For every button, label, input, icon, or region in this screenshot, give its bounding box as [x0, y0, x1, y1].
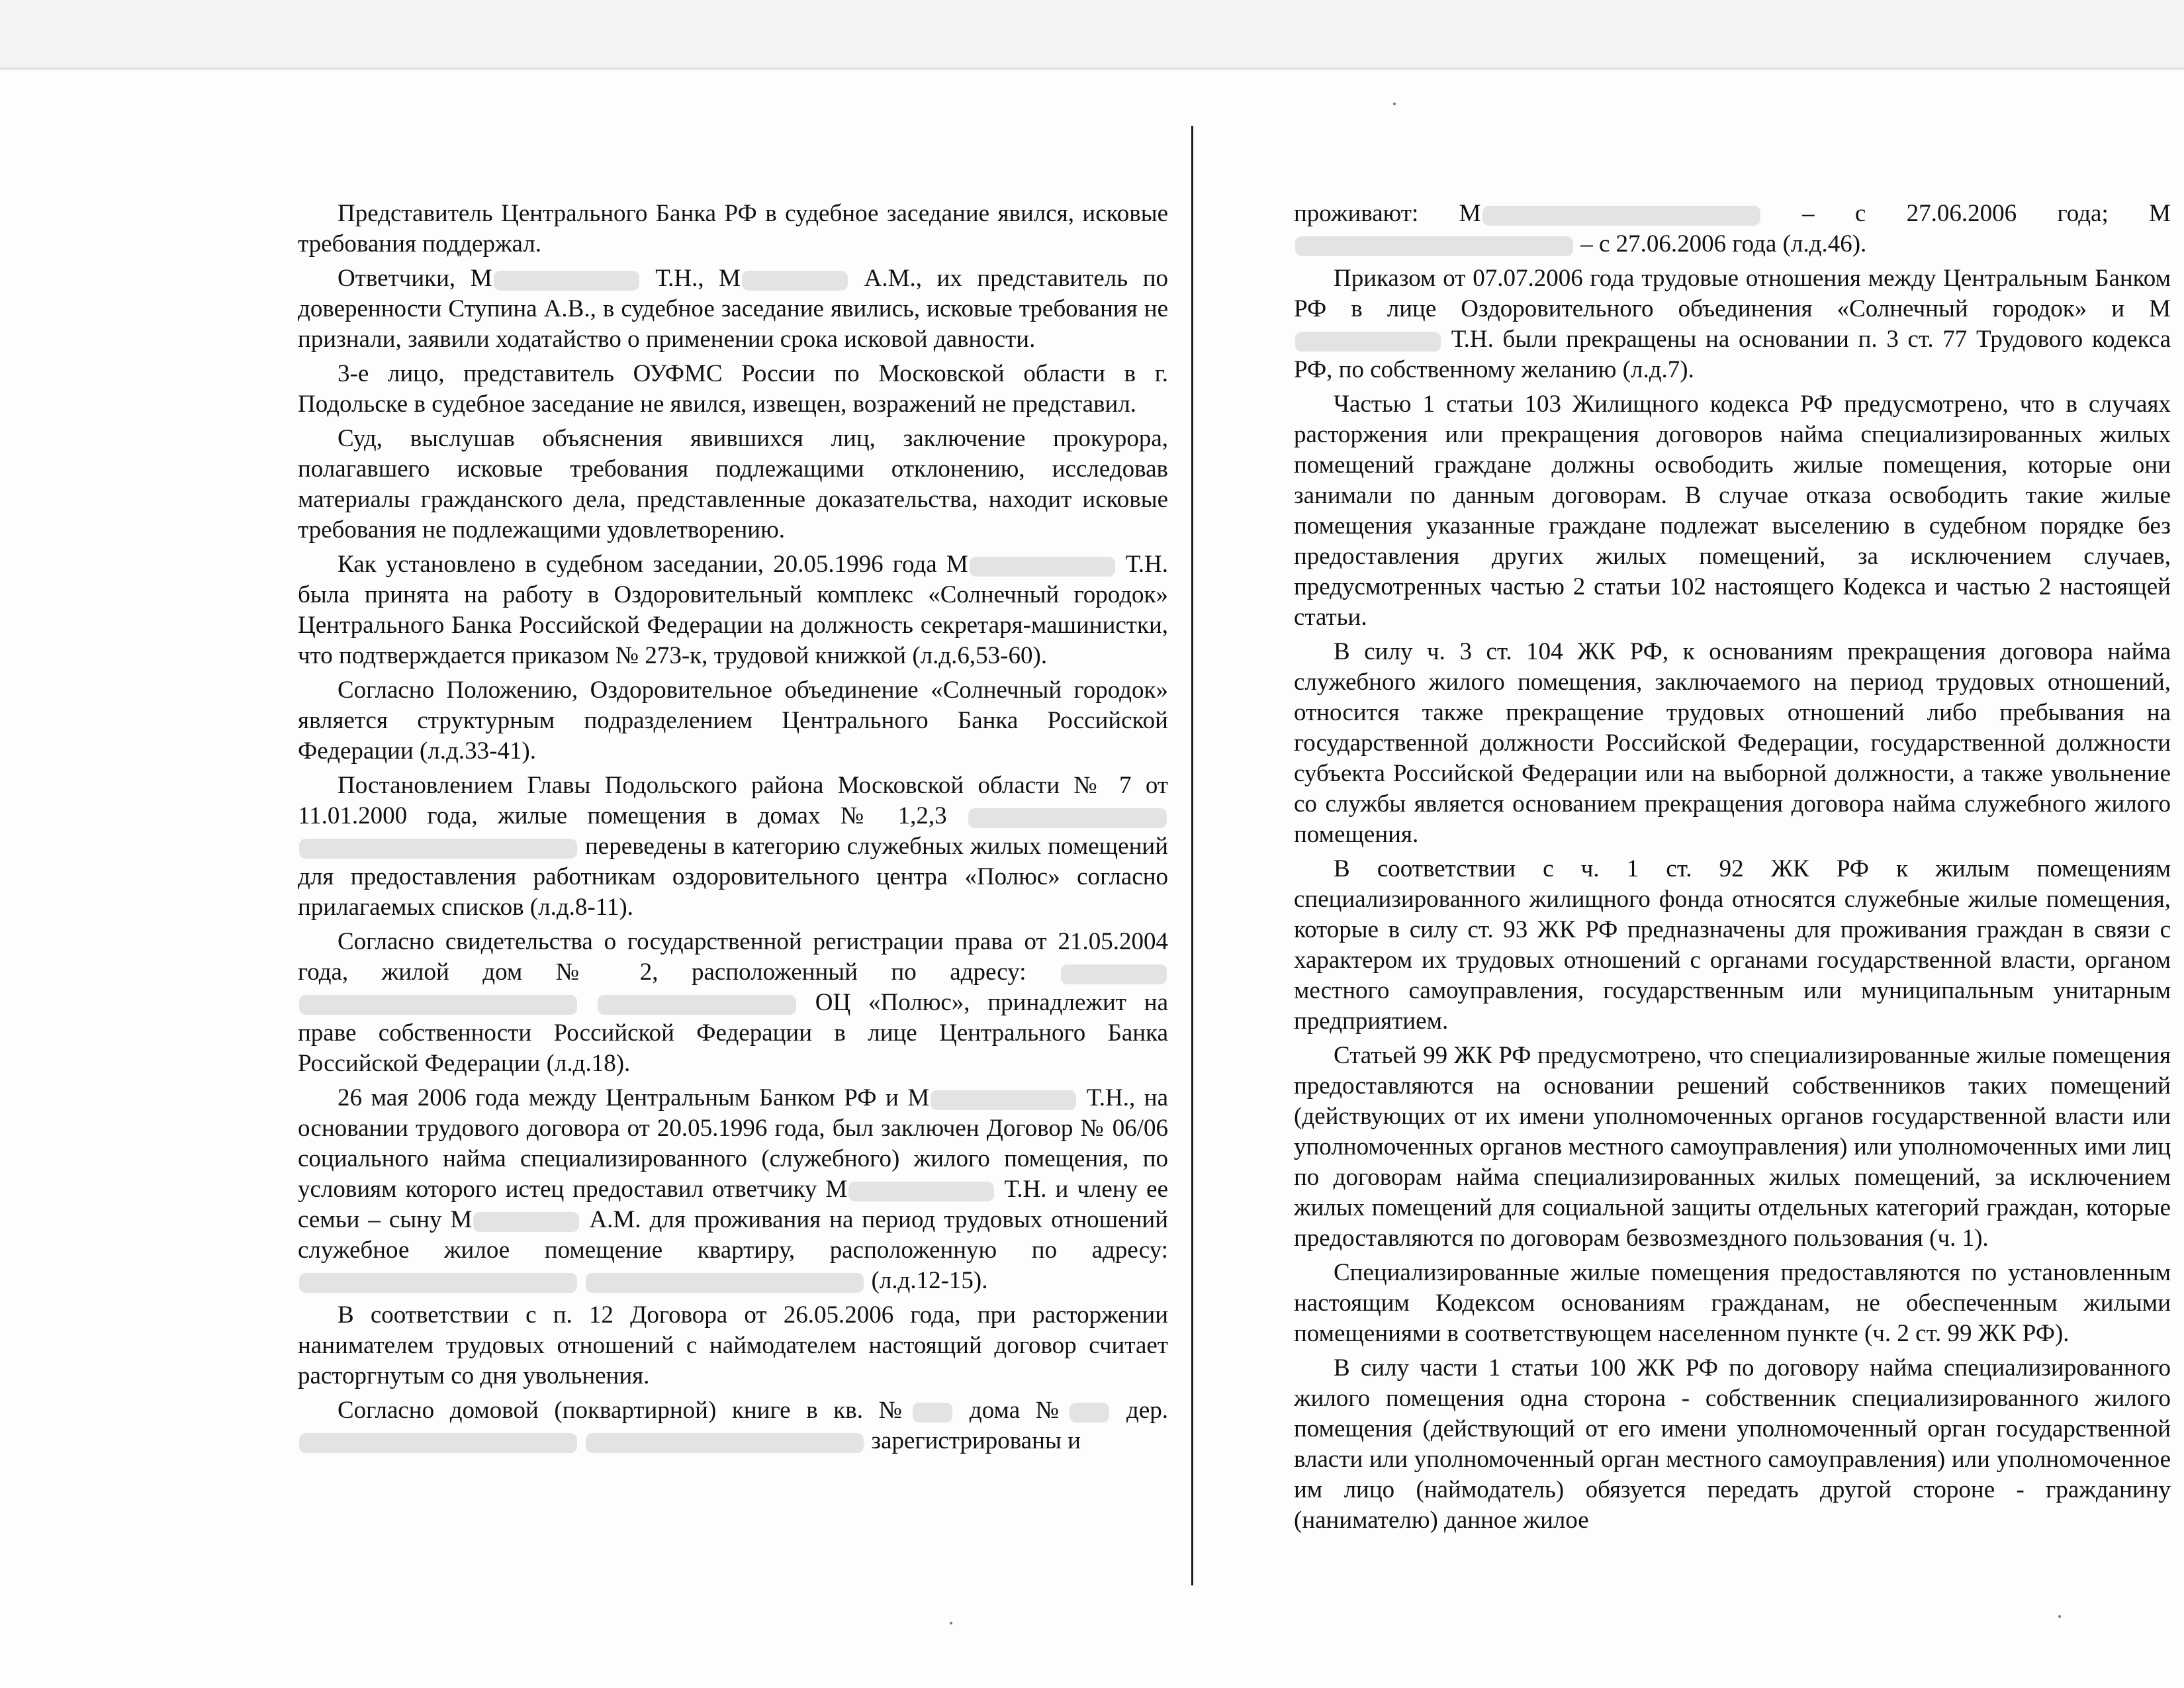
paragraph: В силу ч. 3 ст. 104 ЖК РФ, к основаниям прекращения договора найма служебного жилого помещения, заключаемого на период трудовых отношений, относится также прекращение трудовых отношений либо пребывания на государственной должности Российской Федерации, государственной должности субъекта Российской Федерации или на выборной должности, а также увольнение со службы является основанием прекращения договора найма служебного жилого помещения. [1294, 638, 2171, 848]
redaction-block [299, 1433, 577, 1453]
redaction-block [586, 1273, 864, 1293]
text: Т.Н., на основании трудового договора от 20.05.1996 года, был заключен Договор № 06/06 социального найма специализированного (служебного) жилого помещения, по условиям которого истец предоставил ответчику М [298, 1084, 1169, 1203]
left-page-text [298, 199, 1168, 1460]
text: дер. [1126, 1397, 1169, 1424]
text: Т.Н. была принята на работу в Оздоровительный комплекс «Солнечный городок» Центрального Банка Российской Федерации на должность секретаря-машинистки, что подтверждается приказом № 273-к, трудовой книжкой (л.д.6,53-60). [298, 551, 1169, 669]
paragraph: Представитель Центрального Банка РФ в судебное заседание явился, исковые требования поддержал. [298, 200, 1168, 258]
text: Постановлением Главы Подольского района Московской области № 7 от 11.01.2000 года, жилые помещения в домах № 1,2,3 [298, 772, 1168, 829]
paragraph: Согласно Положению, Оздоровительное объединение «Солнечный городок» является структурным подразделением Центрального Банка Российской Федерации (л.д.33-41). [298, 677, 1168, 765]
redaction-block [1295, 236, 1573, 256]
redaction-block [1482, 206, 1760, 226]
redaction-block [913, 1403, 952, 1423]
paragraph [298, 263, 1168, 355]
paragraph: 3-е лицо, представитель ОУФМС России по Московской области в г. Подольске в судебное заседание не явился, извещен, возражений не представил. [298, 360, 1168, 418]
paragraph: Статьей 99 ЖК РФ предусмотрено, что специализированные жилые помещения предоставляются на основании решений собственников таких помещений (действующих от их имени уполномоченных органов государственной власти или уполномоченных органов местного самоуправления) или уполномоченных ими лиц по договорам найма специализированных жилых помещений, за исключением жилых помещений для социальной защиты отдельных категорий граждан, которые предоставляются по договорам безвозмездного пользования (ч. 1). [1294, 1042, 2171, 1252]
paragraph: В силу части 1 статьи 100 ЖК РФ по договору найма специализированного жилого помещения одна сторона - собственник специализированного жилого помещения (действующий от его имени уполномоченный орган государственной власти или уполномоченный орган местного самоуправления) или уполномоченное им лицо (наймодатель) обязуется передать другой стороне - гражданину (нанимателю) данное жилое [1294, 1354, 2171, 1534]
redaction-block [848, 1182, 994, 1201]
paragraph: Частью 1 статьи 103 Жилищного кодекса РФ предусмотрено, что в случаях расторжения или прекращения договоров найма специализированных жилых помещений граждане должны освободить жилые помещения, которые они занимали по данным договорам. В случае отказа освободить такие жилые помещения указанные граждане подлежат выселению в судебном порядке без предоставления других жилых помещений, за исключением случаев, предусмотренных частью 2 статьи 102 настоящего Кодекса и частью 2 настоящей статьи. [1294, 391, 2171, 631]
text: ОЦ «Полюс», принадлежит на праве собственности Российской Федерации в лице Центрального Банка Российской Федерации (л.д.18). [298, 989, 1169, 1077]
redaction-block [299, 839, 577, 859]
text: Ответчики, М [338, 265, 492, 292]
paragraph [298, 549, 1168, 671]
text: Как установлено в судебном заседании, 20.05.1996 года М [338, 551, 968, 578]
scan-speck [1393, 103, 1396, 105]
text: зарегистрированы и [871, 1427, 1081, 1454]
text: Согласно свидетельства о государственной регистрации права от 21.05.2004 года, жилой дом № 2, расположенный по адресу: [298, 928, 1168, 986]
text: Согласно домовой (поквартирной) книге в кв. № [338, 1397, 912, 1424]
paragraph [298, 1083, 1168, 1296]
text: А.М. для проживания на период трудовых отношений служебное жилое помещение квартиру, расположенную по адресу: [298, 1206, 1168, 1264]
redaction-block [1295, 332, 1441, 352]
redaction-block [970, 557, 1115, 577]
scan-speck [2058, 1615, 2061, 1618]
text: проживают: М [1294, 200, 1481, 227]
redaction-block [1069, 1403, 1109, 1423]
redaction-block [299, 995, 577, 1015]
redaction-block [742, 271, 848, 291]
redaction-block [586, 1433, 864, 1453]
redaction-block [598, 995, 796, 1015]
text: (л.д.12-15). [871, 1267, 988, 1294]
paragraph [298, 927, 1168, 1079]
redaction-block [1061, 964, 1167, 984]
text: переведены в категорию служебных жилых помещений для предоставления работникам оздоровительного центра «Полюс» согласно прилагаемых списков (л.д.8-11). [298, 833, 1168, 921]
redaction-block [494, 271, 639, 291]
redaction-block [968, 808, 1167, 828]
paragraph: Специализированные жилые помещения предоставляются по установленным настоящим Кодексом основаниям гражданам, не обеспеченным жилыми помещениями в соответствующем населенном пункте (ч. 2 ст. 99 ЖК РФ). [1294, 1259, 2171, 1347]
text: – с 27.06.2006 года; М [1801, 200, 2171, 227]
scanner-top-band [0, 0, 2184, 70]
text: Приказом от 07.07.2006 года трудовые отношения между Центральным Банком РФ в лице Оздоровительного объединения «Солнечный городок» и М [1294, 265, 2171, 322]
redaction-block [299, 1273, 577, 1293]
paragraph [298, 771, 1168, 923]
paragraph: В соответствии с п. 12 Договора от 26.05.2006 года, при расторжении нанимателем трудовых отношений с наймодателем настоящий договор считает расторгнутым со дня увольнения. [298, 1301, 1168, 1389]
paragraph [1294, 263, 2171, 385]
redaction-block [931, 1090, 1076, 1110]
paragraph [1294, 199, 2171, 259]
text: Т.Н. были прекращены на основании п. 3 ст. 77 Трудового кодекса РФ, по собственному желанию (л.д.7). [1294, 326, 2171, 383]
text: Т.Н. и члену ее семьи – сыну М [298, 1176, 1169, 1233]
paragraph [298, 1395, 1168, 1456]
right-page-text [1294, 199, 2171, 1540]
scan-speck [950, 1622, 952, 1624]
text: А.М., их представитель по доверенности Ступина А.В., в судебное заседание явились, исковые требования не признали, заявили ходатайство о применении срока исковой давности. [298, 265, 1168, 353]
redaction-block [473, 1212, 579, 1232]
text: дома № [969, 1397, 1069, 1424]
page-fold-line [1191, 126, 1193, 1585]
text: Т.Н., М [655, 265, 741, 292]
paragraph: Суд, выслушав объяснения явившихся лиц, заключение прокурора, полагавшего исковые требования подлежащими отклонению, исследовав материалы гражданского дела, представленные доказательства, находит исковые требования не подлежащими удовлетворению. [298, 425, 1168, 543]
text: – с 27.06.2006 года (л.д.46). [1580, 230, 1867, 258]
paragraph: В соответствии с ч. 1 ст. 92 ЖК РФ к жилым помещениям специализированного жилищного фонда относятся служебные жилые помещения, которые в силу ст. 93 ЖК РФ предназначены для проживания граждан в связи с характером их трудовых отношений с органами государственной власти, органом местного самоуправления, государственным или муниципальным унитарным предприятием. [1294, 855, 2171, 1035]
text: 26 мая 2006 года между Центральным Банком РФ и М [338, 1084, 930, 1111]
